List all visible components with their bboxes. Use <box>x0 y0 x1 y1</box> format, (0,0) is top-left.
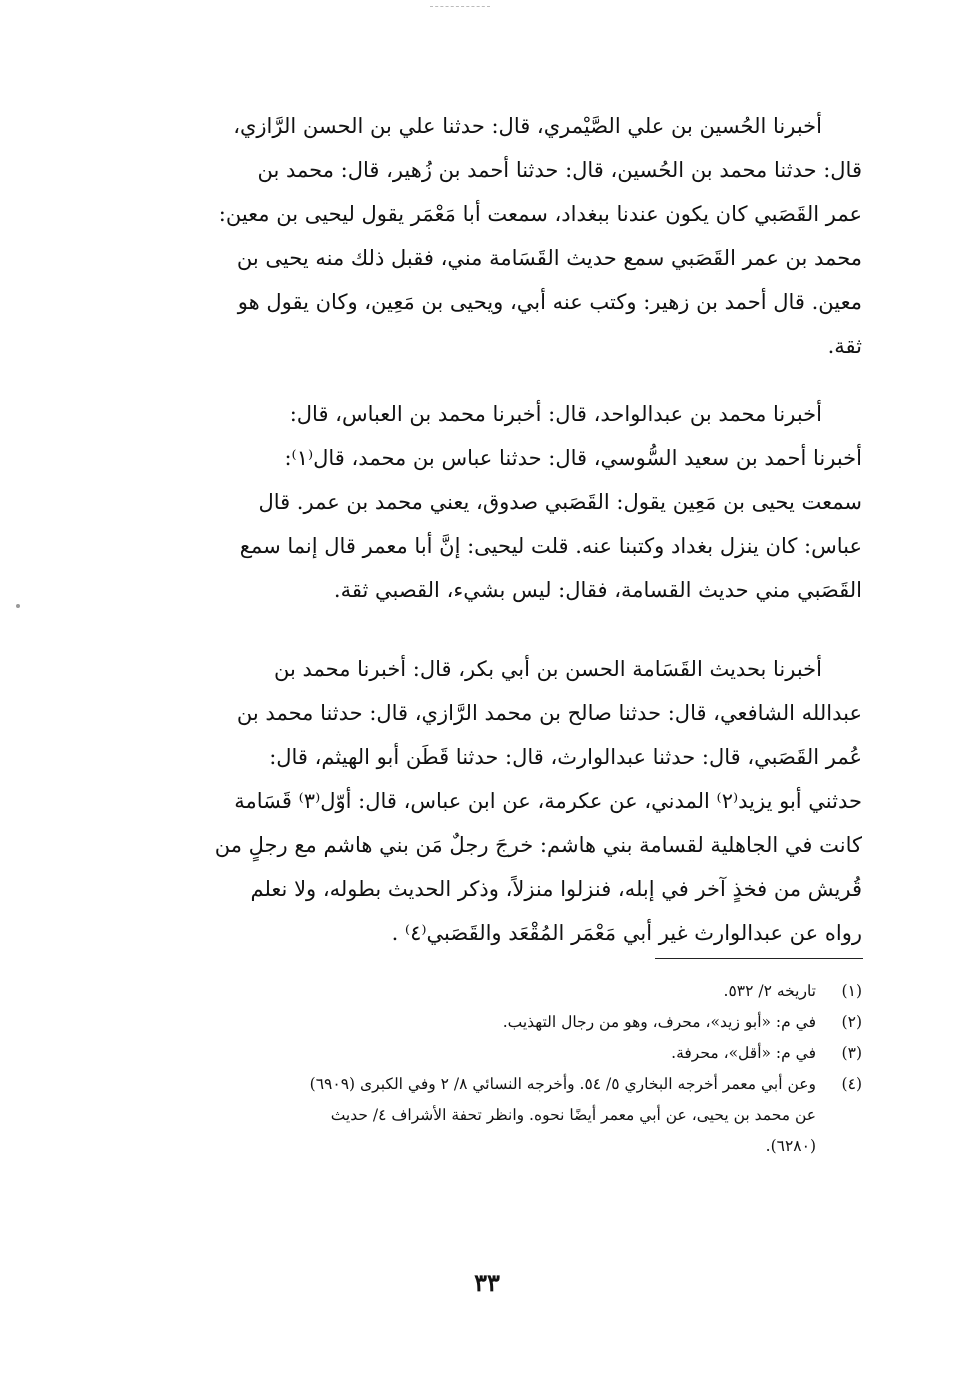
paragraph-line: كانت في الجاهلية لقسامة بني هاشم: خرجَ رجلٌ مَن بني هاشم مع رجلٍ من <box>214 833 862 857</box>
footnote-line: وعن أبي معمر أخرجه البخاري ٥/ ٥٤. وأخرجه النسائي ٨/ ٢ وفي الكبرى (٦٩٠٩) <box>309 1075 816 1093</box>
footnote-separator <box>655 958 863 959</box>
footnote-3 <box>150 1038 862 1069</box>
footnote-text <box>150 976 816 1007</box>
footnote-line: في م: «أقل»، محرفة. <box>671 1044 816 1062</box>
paragraph-1 <box>150 104 862 368</box>
paragraph-line: معين. قال أحمد بن زهير: وكتب عنه أبي، ويحيى بن مَعِين، وكان يقول هو <box>237 290 862 314</box>
footnote-2 <box>150 1007 862 1038</box>
paragraph-line: عباس: كان ينزل بغداد وكتبنا عنه. قلت ليحيى: إنَّ أبا معمر قال إنما سمع <box>239 534 862 558</box>
paragraph-line: رواه عن عبدالوارث غير أبي مَعْمَر المُقْعَد والقَصَبي⁽٤⁾ . <box>391 921 862 945</box>
footnote-line: في م: «أبو زيد»، محرف، وهو من رجال التهذيب. <box>502 1013 816 1031</box>
footnote-number: (٣) <box>841 1044 862 1062</box>
footnote-text <box>150 1069 816 1162</box>
footnote-line: (٦٢٨٠). <box>765 1137 816 1155</box>
footnote-text <box>150 1038 816 1069</box>
paragraph-line: عُمر القَصَبي، قال: حدثنا عبدالوارث، قال: حدثنا قَطَن أبو الهيثم، قال: <box>269 745 862 769</box>
paragraph-line: أخبرنا الحُسين بن علي الصَّيْمري، قال: حدثنا علي بن الحسن الرَّازي، <box>233 114 822 138</box>
footnote-line: عن محمد بن يحيى، عن أبي معمر أيضًا نحوه. وانظر تحفة الأشراف ٤/ حديث <box>330 1106 816 1124</box>
paragraph-line: ثقة. <box>827 334 862 358</box>
paragraph-3 <box>150 647 862 955</box>
footnote-line: تاريخه ٢/ ٥٣٢. <box>723 982 816 1000</box>
paragraph-line: القَصَبي مني حديث القسامة، فقال: ليس بشيء، القصبي ثقة. <box>333 578 862 602</box>
footnote-number: (٤) <box>841 1075 862 1093</box>
footnote-number: (١) <box>841 982 862 1000</box>
paragraph-line: محمد بن عمر القَصَبي سمع حديث القَسَامة مني، فقبل ذلك منه يحيى بن <box>236 246 862 270</box>
paragraph-line: حدثني أبو يزيد⁽٢⁾ المدني، عن عكرمة، عن ابن عباس، قال: أوّل⁽٣⁾ قَسَامة <box>234 789 862 813</box>
paragraph-line: عمر القَصَبي كان يكون عندنا ببغداد، سمعت أبا مَعْمَر يقول ليحيى بن معين: <box>218 202 862 226</box>
footnote-number: (٢) <box>841 1013 862 1031</box>
page-number: ٣٣ <box>474 1268 500 1297</box>
scan-top-mark <box>430 6 490 7</box>
footnote-1 <box>150 976 862 1007</box>
paragraph-line: سمعت يحيى بن مَعِين يقول: القَصَبي صدوق، يعني محمد بن عمر. قال <box>258 490 862 514</box>
footnote-text <box>150 1007 816 1038</box>
paragraph-line: قال: حدثنا محمد بن الحُسين، قال: حدثنا أحمد بن زُهير، قال: محمد بن <box>257 158 862 182</box>
paragraph-2 <box>150 392 862 612</box>
scan-margin-dot <box>16 604 20 608</box>
paragraph-line: أخبرنا أحمد بن سعيد السُّوسي، قال: حدثنا عباس بن محمد، قال⁽١⁾: <box>284 446 862 470</box>
footnotes <box>150 976 862 1162</box>
paragraph-line: عبدالله الشافعي، قال: حدثنا صالح بن محمد الرَّازي، قال: حدثنا محمد بن <box>236 701 862 725</box>
footnote-4 <box>150 1069 862 1162</box>
paragraph-line: أخبرنا بحديث القَسَامة الحسن بن أبي بكر، قال: أخبرنا محمد بن <box>274 657 822 681</box>
paragraph-line: أخبرنا محمد بن عبدالواحد، قال: أخبرنا محمد بن العباس، قال: <box>289 402 822 426</box>
paragraph-line: قُريش من فخذٍ آخر في إبله، فنزلوا منزلاً، وذكر الحديث بطوله، ولا نعلم <box>250 877 862 901</box>
